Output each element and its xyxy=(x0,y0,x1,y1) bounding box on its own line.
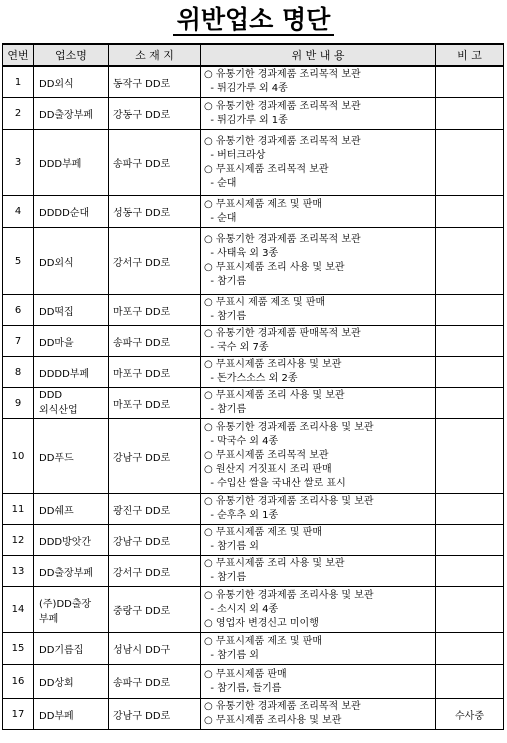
violation-line: - 참기름 xyxy=(204,311,247,322)
violation-line: - 튀김가루 외 4종 xyxy=(204,83,288,94)
table-row xyxy=(3,633,504,665)
table-row xyxy=(3,699,504,730)
table-row xyxy=(3,98,504,130)
violation-line: - 참기름 외 xyxy=(204,649,259,661)
table-row xyxy=(3,196,504,228)
location: 중랑구 DD로 xyxy=(109,587,201,633)
violation-details xyxy=(201,587,436,633)
note xyxy=(436,130,504,196)
location: 강서구 DD로 xyxy=(109,556,201,587)
location: 송파구 DD로 xyxy=(109,130,201,196)
violation-line: ○ 무표시제품 제조 및 판매 xyxy=(204,527,323,538)
violation-details xyxy=(201,699,436,730)
row-number: 14 xyxy=(3,587,34,633)
violation-line: ○ 무표시 제품 제조 및 판매 xyxy=(204,297,326,308)
row-number: 10 xyxy=(3,419,34,494)
business-name: DDD부페 xyxy=(34,130,109,196)
violation-line: - 소시지 외 4종 xyxy=(204,603,279,615)
violation-line: ○ 무표시제품 조리목적 보관 xyxy=(204,450,329,461)
location: 성동구 DD로 xyxy=(109,196,201,228)
table-row xyxy=(3,357,504,388)
violation-line: ○ 유통기한 경과제품 조리사용 및 보관 xyxy=(204,496,374,507)
violation-line: ○ 유통기한 경과제품 조리목적 보관 xyxy=(204,135,361,147)
location: 강남구 DD로 xyxy=(109,699,201,730)
note xyxy=(436,196,504,228)
violation-details xyxy=(201,66,436,98)
table-row xyxy=(3,665,504,699)
business-name: DD쉐프 xyxy=(34,494,109,525)
table-row xyxy=(3,326,504,357)
note: 수사중 xyxy=(436,699,504,730)
violation-line: ○ 유통기한 경과제품 판매목적 보관 xyxy=(204,328,361,339)
violation-details xyxy=(201,556,436,587)
violation-line: - 수입산 쌀을 국내산 쌀로 표시 xyxy=(204,478,346,489)
header-no: 연번 xyxy=(3,44,34,66)
business-name: DDD 외식산업 xyxy=(34,388,109,419)
table-row xyxy=(3,556,504,587)
row-number: 12 xyxy=(3,525,34,556)
violation-line: ○ 무표시제품 제조 및 판매 xyxy=(204,635,323,647)
violation-details xyxy=(201,357,436,388)
title-text: 위반업소 명단 xyxy=(173,5,335,36)
violation-details xyxy=(201,633,436,665)
header-name: 업소명 xyxy=(34,44,109,66)
note xyxy=(436,494,504,525)
row-number: 2 xyxy=(3,98,34,130)
violation-details xyxy=(201,196,436,228)
violation-line: ○ 무표시제품 조리 사용 및 보관 xyxy=(204,390,345,401)
business-name: DD떡집 xyxy=(34,295,109,326)
violation-line: - 막국수 외 4종 xyxy=(204,436,279,447)
table-row xyxy=(3,130,504,196)
location: 마포구 DD로 xyxy=(109,357,201,388)
row-number: 16 xyxy=(3,665,34,699)
location: 강남구 DD로 xyxy=(109,419,201,494)
location: 동작구 DD로 xyxy=(109,66,201,98)
violation-line: ○ 무표시제품 제조 및 판매 xyxy=(204,198,323,210)
violation-line: - 참기름 xyxy=(204,276,247,287)
violation-line: - 참기름 xyxy=(204,404,247,415)
location: 강서구 DD로 xyxy=(109,228,201,295)
location: 강남구 DD로 xyxy=(109,525,201,556)
violation-line: ○ 유통기한 경과제품 조리목적 보관 xyxy=(204,69,361,80)
business-name: DD외식 xyxy=(34,66,109,98)
violation-details xyxy=(201,326,436,357)
location: 광진구 DD로 xyxy=(109,494,201,525)
table-row xyxy=(3,525,504,556)
note xyxy=(436,419,504,494)
violation-details xyxy=(201,98,436,130)
header-violation: 위 반 내 용 xyxy=(201,44,436,66)
violation-line: - 돈가스소스 외 2종 xyxy=(204,373,298,384)
row-number: 6 xyxy=(3,295,34,326)
location: 강동구 DD로 xyxy=(109,98,201,130)
business-name: DD부페 xyxy=(34,699,109,730)
row-number: 4 xyxy=(3,196,34,228)
violation-line: ○ 무표시제품 조리목적 보관 xyxy=(204,163,329,175)
table-row xyxy=(3,295,504,326)
violation-line: - 튀김가루 외 1종 xyxy=(204,114,288,126)
note xyxy=(436,295,504,326)
violation-line: - 순후추 외 1종 xyxy=(204,510,279,521)
violation-line: - 버터크라상 xyxy=(204,149,266,161)
table-row xyxy=(3,388,504,419)
violation-details xyxy=(201,388,436,419)
business-name: DDDD순대 xyxy=(34,196,109,228)
business-name: DD출장부페 xyxy=(34,556,109,587)
violation-details xyxy=(201,228,436,295)
violation-line: ○ 무표시제품 조리 사용 및 보관 xyxy=(204,262,345,273)
row-number: 3 xyxy=(3,130,34,196)
header-location: 소 재 지 xyxy=(109,44,201,66)
note xyxy=(436,587,504,633)
business-name: DD푸드 xyxy=(34,419,109,494)
table-row xyxy=(3,228,504,295)
business-name: DDD방앗간 xyxy=(34,525,109,556)
violation-line: ○ 무표시제품 조리 사용 및 보관 xyxy=(204,558,345,569)
violation-details xyxy=(201,295,436,326)
violation-line: ○ 유통기한 경과제품 조리사용 및 보관 xyxy=(204,422,374,433)
row-number: 7 xyxy=(3,326,34,357)
business-name: DD출장부페 xyxy=(34,98,109,130)
table-row xyxy=(3,494,504,525)
note xyxy=(436,98,504,130)
violation-details xyxy=(201,494,436,525)
violation-line: ○ 유통기한 경과제품 조리목적 보관 xyxy=(204,100,361,112)
violation-line: ○ 무표시제품 판매 xyxy=(204,668,287,680)
table-body xyxy=(3,66,504,730)
location: 성남시 DD구 xyxy=(109,633,201,665)
violation-line: - 순대 xyxy=(204,212,237,224)
business-name: DD마을 xyxy=(34,326,109,357)
note xyxy=(436,556,504,587)
violation-line: ○ 유통기한 경과제품 조리목적 보관 xyxy=(204,701,361,712)
violation-line: - 국수 외 7종 xyxy=(204,342,269,353)
header-note: 비 고 xyxy=(436,44,504,66)
row-number: 8 xyxy=(3,357,34,388)
note xyxy=(436,665,504,699)
note xyxy=(436,228,504,295)
location: 마포구 DD로 xyxy=(109,388,201,419)
violation-table xyxy=(2,43,504,730)
note xyxy=(436,326,504,357)
violation-line: - 순대 xyxy=(204,177,237,189)
business-name: (주)DD출장 부페 xyxy=(34,587,109,633)
table-row xyxy=(3,66,504,98)
row-number: 5 xyxy=(3,228,34,295)
violation-line: ○ 무표시제품 조리사용 및 보관 xyxy=(204,359,342,370)
violation-line: - 참기름 xyxy=(204,572,247,583)
note xyxy=(436,525,504,556)
violation-details xyxy=(201,525,436,556)
note xyxy=(436,66,504,98)
header-row xyxy=(3,44,504,66)
violation-line: ○ 유통기한 경과제품 조리목적 보관 xyxy=(204,234,361,245)
row-number: 15 xyxy=(3,633,34,665)
note xyxy=(436,357,504,388)
page-title xyxy=(0,0,507,40)
violation-details xyxy=(201,419,436,494)
business-name: DDDD부페 xyxy=(34,357,109,388)
row-number: 11 xyxy=(3,494,34,525)
violation-line: - 참기름 외 xyxy=(204,541,259,552)
business-name: DD기름집 xyxy=(34,633,109,665)
table-row xyxy=(3,587,504,633)
violation-line: ○ 유통기한 경과제품 조리사용 및 보관 xyxy=(204,589,374,601)
note xyxy=(436,633,504,665)
violation-line: ○ 무표시제품 조리사용 및 보관 xyxy=(204,715,342,726)
location: 마포구 DD로 xyxy=(109,295,201,326)
row-number: 1 xyxy=(3,66,34,98)
business-name: DD외식 xyxy=(34,228,109,295)
table-row xyxy=(3,419,504,494)
violation-line: - 참기름, 들기름 xyxy=(204,682,282,694)
violation-line: ○ 원산지 거짓표시 조리 판매 xyxy=(204,464,332,475)
violation-details xyxy=(201,130,436,196)
location: 송파구 DD로 xyxy=(109,665,201,699)
business-name: DD상회 xyxy=(34,665,109,699)
violation-line: ○ 영업자 변경신고 미이행 xyxy=(204,617,319,629)
violation-details xyxy=(201,665,436,699)
location: 송파구 DD로 xyxy=(109,326,201,357)
note xyxy=(436,388,504,419)
row-number: 13 xyxy=(3,556,34,587)
row-number: 9 xyxy=(3,388,34,419)
violation-line: - 사태육 외 3종 xyxy=(204,248,279,259)
row-number: 17 xyxy=(3,699,34,730)
